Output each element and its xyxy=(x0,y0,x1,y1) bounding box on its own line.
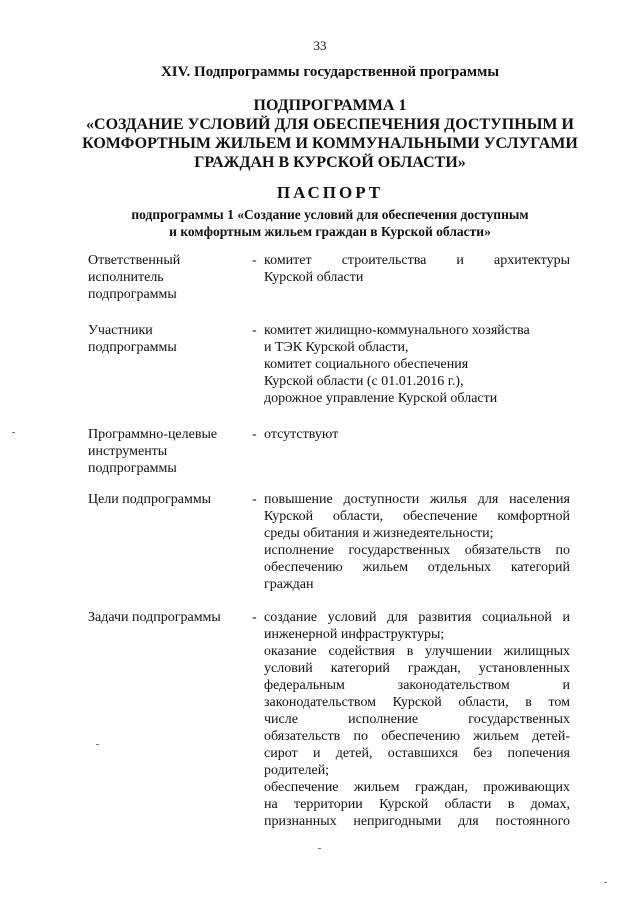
row-label-line: подпрограммы xyxy=(88,287,177,302)
subprogram-heading-line: КОМФОРТНЫМ ЖИЛЬЕМ И КОММУНАЛЬНЫМИ УСЛУГАМИ xyxy=(82,135,578,152)
row-value-line: комитет строительства и архитектуры xyxy=(264,253,570,268)
row-label xyxy=(88,252,248,303)
row-value-line: Курской области (с 01.01.2016 г.), xyxy=(264,374,464,389)
row-label-line: Цели подпрограммы xyxy=(88,492,212,507)
row-value-line: Курской области xyxy=(264,270,364,285)
row-value-line: граждан xyxy=(264,577,314,592)
row-dash: - xyxy=(252,323,257,338)
row-value-line: сирот и детей, оставшихся без попечения xyxy=(264,746,570,761)
row-label-line: Задачи подпрограммы xyxy=(88,610,221,625)
subprogram-heading xyxy=(60,96,600,172)
row-value xyxy=(264,426,570,443)
row-value-line: обеспечению жильем отдельных категорий xyxy=(264,560,570,575)
scan-speck xyxy=(96,744,99,745)
row-dash: - xyxy=(252,610,257,625)
subprogram-heading-line: ГРАЖДАН В КУРСКОЙ ОБЛАСТИ» xyxy=(194,154,466,171)
row-value-line: дорожное управление Курской области xyxy=(264,391,498,406)
row-value-line: федеральным законодательством и xyxy=(264,678,570,693)
scan-speck xyxy=(604,882,607,883)
row-value-line: инженерной инфраструктуры; xyxy=(264,627,445,642)
row-label xyxy=(88,426,248,477)
passport-subtitle-line: подпрограммы 1 «Создание условий для обеспечения доступным xyxy=(131,207,529,222)
row-label-line: инструменты xyxy=(88,444,168,459)
row-dash: - xyxy=(252,427,257,442)
row-value-line: обязательств по обеспечению жильем детей- xyxy=(264,729,570,744)
row-value-line: среды обитания и жизнедеятельности; xyxy=(264,526,494,541)
row-label-line: Программно-целевые xyxy=(88,427,218,442)
scan-speck xyxy=(12,432,15,433)
row-label-line: подпрограммы xyxy=(88,461,177,476)
row-label xyxy=(88,491,248,508)
row-value-line: обеспечение жильем граждан, проживающих xyxy=(264,780,570,795)
row-value-line: и ТЭК Курской области, xyxy=(264,340,409,355)
row-value-line: комитет социального обеспечения xyxy=(264,357,469,372)
row-value-line: повышение доступности жилья для населения xyxy=(264,492,570,507)
row-dash: - xyxy=(252,253,257,268)
row-value-line: законодательством Курской области, в том xyxy=(264,695,570,710)
passport-subtitle xyxy=(60,206,600,240)
row-value-line: создание условий для развития социальной и xyxy=(264,610,570,625)
row-value-line: родителей; xyxy=(264,763,330,778)
row-value-line: Курской области, обеспечение комфортной xyxy=(264,509,570,524)
subprogram-heading-line: ПОДПРОГРАММА 1 xyxy=(253,97,407,114)
section-title: XIV. Подпрограммы государственной программы xyxy=(160,64,500,80)
row-label xyxy=(88,609,248,626)
scan-speck xyxy=(318,848,321,849)
row-value-line: условий категорий граждан, установленных xyxy=(264,661,570,676)
row-label xyxy=(88,322,248,356)
row-value-line: признанных непригодными для постоянного xyxy=(264,814,570,829)
row-label-line: исполнитель xyxy=(88,270,164,285)
page-number: 33 xyxy=(313,38,327,53)
row-value-line: комитет жилищно-коммунального хозяйства xyxy=(264,323,530,338)
subprogram-heading-line: «СОЗДАНИЕ УСЛОВИЙ ДЛЯ ОБЕСПЕЧЕНИЯ ДОСТУПНЫМ И xyxy=(86,116,574,133)
row-value xyxy=(264,322,570,407)
row-value-line: оказание содействия в улучшении жилищных xyxy=(264,644,570,659)
row-value-line: числе исполнение государственных xyxy=(264,712,570,727)
row-value xyxy=(264,252,570,286)
passport-title: ПАСПОРТ xyxy=(276,183,384,202)
row-value xyxy=(264,491,570,593)
passport-subtitle-line: и комфортным жильем граждан в Курской области» xyxy=(169,224,491,239)
row-value-line: исполнение государственных обязательств по xyxy=(264,543,570,558)
row-label-line: подпрограммы xyxy=(88,340,177,355)
row-dash: - xyxy=(252,492,257,507)
row-value-line: на территории Курской области в домах, xyxy=(264,797,570,812)
row-value xyxy=(264,609,570,830)
row-value-line: отсутствуют xyxy=(264,427,339,442)
row-label-line: Ответственный xyxy=(88,253,181,268)
row-label-line: Участники xyxy=(88,323,153,338)
